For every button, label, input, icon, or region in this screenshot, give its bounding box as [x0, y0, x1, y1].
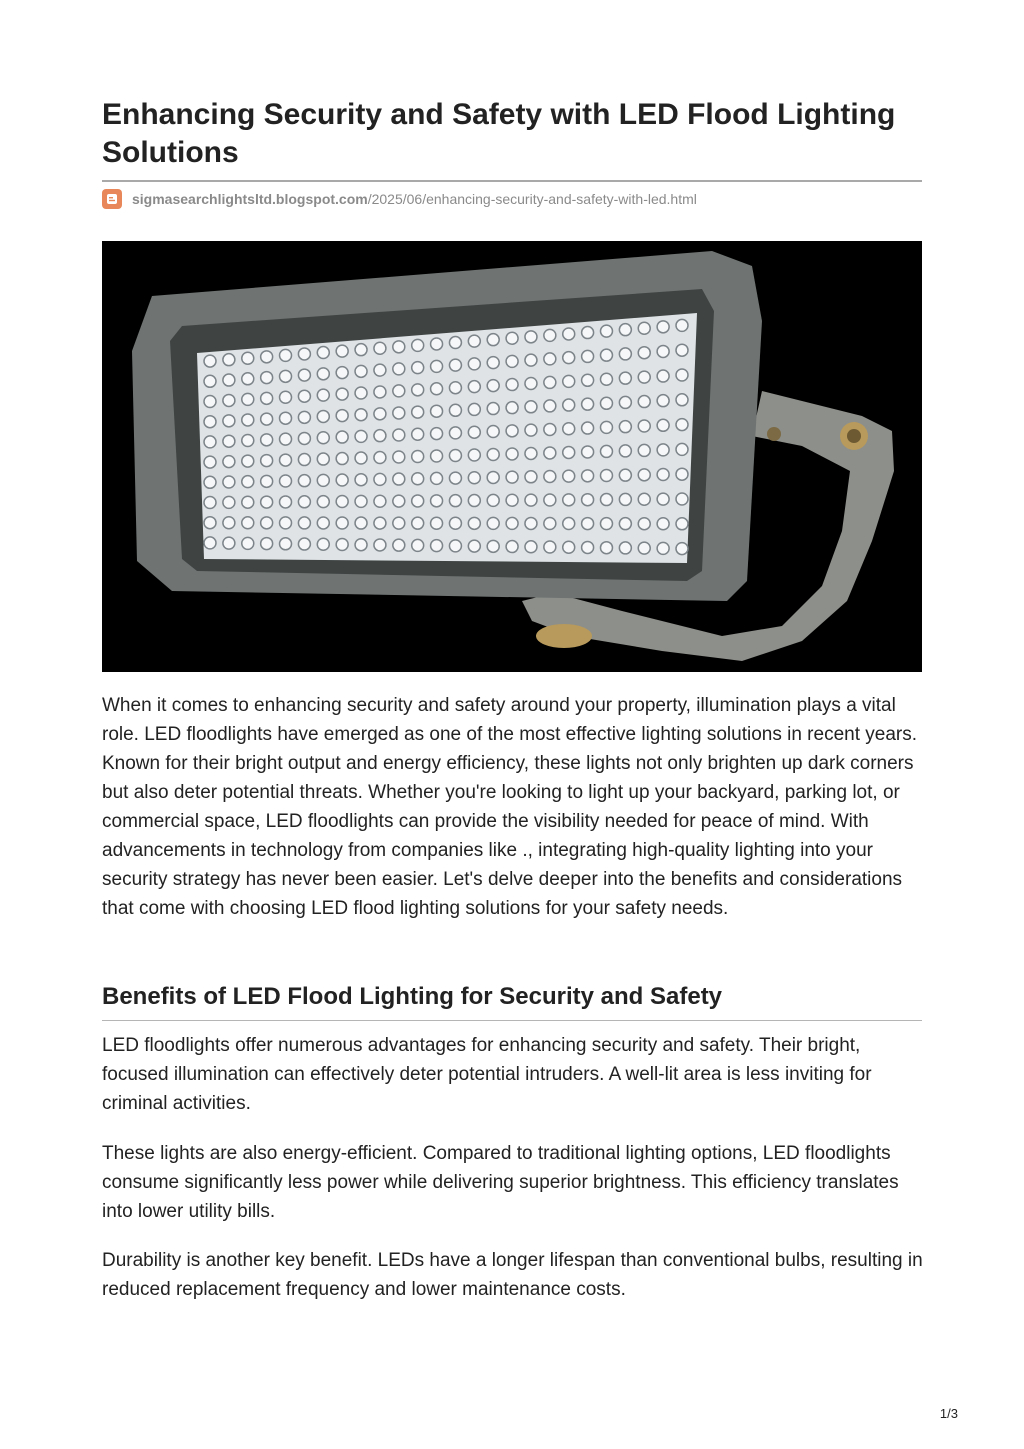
- led-bulb: [619, 396, 631, 408]
- section-paragraph: Durability is another key benefit. LEDs have a longer lifespan than conventional bulbs, resulting in reduced replacement frequency and lower maintenance costs.: [102, 1250, 923, 1300]
- led-bulb: [600, 494, 612, 506]
- led-bulb: [487, 471, 499, 483]
- led-bulb: [449, 540, 461, 552]
- led-bulb: [431, 405, 443, 417]
- led-bulb: [412, 473, 424, 485]
- led-bulb: [600, 469, 612, 481]
- led-bulb: [374, 430, 386, 442]
- led-bulb: [657, 493, 669, 505]
- led-bulb: [676, 319, 688, 331]
- led-bulb: [544, 376, 556, 388]
- led-bulb: [393, 473, 405, 485]
- led-bulb: [242, 435, 254, 447]
- led-bulb: [317, 538, 329, 550]
- led-bulb: [657, 469, 669, 481]
- led-bulb: [582, 541, 594, 553]
- led-bulb: [355, 387, 367, 399]
- led-bulb: [336, 474, 348, 486]
- led-bulb: [506, 332, 518, 344]
- led-bulb: [317, 517, 329, 529]
- led-bulb: [487, 426, 499, 438]
- led-bulb: [298, 390, 310, 402]
- led-bulb: [261, 496, 273, 508]
- led-bulb: [676, 518, 688, 530]
- led-bulb: [544, 470, 556, 482]
- led-bulb: [638, 493, 650, 505]
- led-bulb: [223, 415, 235, 427]
- led-bulb: [261, 372, 273, 384]
- source-link[interactable]: [102, 188, 922, 210]
- led-bulb: [676, 543, 688, 555]
- led-bulb: [638, 469, 650, 481]
- led-bulb: [355, 344, 367, 356]
- led-bulb: [657, 321, 669, 333]
- led-bulb: [242, 393, 254, 405]
- led-bulb: [619, 421, 631, 433]
- led-bulb: [317, 347, 329, 359]
- led-bulb: [242, 496, 254, 508]
- led-bulb: [487, 380, 499, 392]
- led-bulb: [563, 494, 575, 506]
- led-bulb: [468, 358, 480, 370]
- led-bulb: [525, 471, 537, 483]
- led-bulb: [431, 338, 443, 350]
- led-bulb: [261, 392, 273, 404]
- led-bulb: [280, 496, 292, 508]
- led-bulb: [619, 518, 631, 530]
- led-bulb: [582, 494, 594, 506]
- led-bulb: [657, 419, 669, 431]
- led-bulb: [317, 432, 329, 444]
- led-bulb: [393, 363, 405, 375]
- led-bulb: [544, 329, 556, 341]
- led-bulb: [280, 433, 292, 445]
- title-divider: [102, 180, 922, 182]
- led-floodlight-photo: [102, 241, 922, 672]
- led-bulb: [242, 352, 254, 364]
- led-bulb: [487, 357, 499, 369]
- led-bulb: [676, 369, 688, 381]
- led-bulb: [657, 370, 669, 382]
- led-bulb: [676, 493, 688, 505]
- led-bulb: [223, 456, 235, 468]
- led-bulb: [317, 453, 329, 465]
- led-bulb: [468, 472, 480, 484]
- led-bulb: [619, 445, 631, 457]
- led-bulb: [374, 539, 386, 551]
- led-bulb: [487, 403, 499, 415]
- led-bulb: [298, 454, 310, 466]
- led-bulb: [619, 542, 631, 554]
- led-bulb: [600, 542, 612, 554]
- led-bulb: [336, 367, 348, 379]
- led-bulb: [468, 517, 480, 529]
- led-bulb: [204, 456, 216, 468]
- led-bulb: [412, 451, 424, 463]
- led-bulb: [204, 396, 216, 408]
- led-bulb: [582, 422, 594, 434]
- led-bulb: [242, 476, 254, 488]
- led-bulb: [412, 539, 424, 551]
- led-bulb: [393, 517, 405, 529]
- led-bulb: [449, 404, 461, 416]
- led-bulb: [638, 347, 650, 359]
- led-bulb: [261, 413, 273, 425]
- led-bulb: [298, 538, 310, 550]
- hero-image: [102, 241, 922, 672]
- led-bulb: [393, 495, 405, 507]
- led-bulb: [619, 324, 631, 336]
- led-bulb: [280, 349, 292, 361]
- page-number: 1/3: [939, 1406, 958, 1421]
- led-bulb: [449, 337, 461, 349]
- led-bulb: [544, 400, 556, 412]
- led-bulb: [355, 517, 367, 529]
- led-bulb: [638, 518, 650, 530]
- led-bulb: [563, 423, 575, 435]
- led-bulb: [619, 493, 631, 505]
- led-bulb: [317, 474, 329, 486]
- led-bulb: [468, 426, 480, 438]
- led-bulb: [393, 429, 405, 441]
- led-bulb: [449, 449, 461, 461]
- source-domain[interactable]: sigmasearchlightsltd.blogspot.com: [132, 191, 368, 207]
- led-bulb: [204, 436, 216, 448]
- led-bulb: [449, 359, 461, 371]
- led-bulb: [506, 471, 518, 483]
- led-bulb: [506, 379, 518, 391]
- led-bulb: [544, 541, 556, 553]
- led-bulb: [676, 468, 688, 480]
- led-bulb: [412, 362, 424, 374]
- led-bulb: [544, 494, 556, 506]
- page-title: Enhancing Security and Safety with LED Flood Lighting Solutions: [102, 98, 896, 169]
- led-bulb: [336, 431, 348, 443]
- led-bulb: [544, 353, 556, 365]
- led-bulb: [525, 447, 537, 459]
- led-bulb: [525, 354, 537, 366]
- led-bulb: [600, 373, 612, 385]
- led-bulb: [317, 389, 329, 401]
- led-bulb: [676, 443, 688, 455]
- led-bulb: [204, 517, 216, 529]
- led-bulb: [600, 397, 612, 409]
- led-bulb: [280, 412, 292, 424]
- led-bulb: [449, 472, 461, 484]
- led-bulb: [317, 368, 329, 380]
- led-bulb: [431, 383, 443, 395]
- led-bulb: [298, 475, 310, 487]
- led-bulb: [393, 539, 405, 551]
- led-bulb: [336, 453, 348, 465]
- led-bulb: [619, 348, 631, 360]
- led-bulb: [223, 517, 235, 529]
- led-bulb: [544, 517, 556, 529]
- led-bulb: [242, 414, 254, 426]
- led-bulb: [223, 496, 235, 508]
- led-bulb: [431, 517, 443, 529]
- led-bulb: [374, 342, 386, 354]
- led-bulb: [600, 325, 612, 337]
- led-bulb: [374, 517, 386, 529]
- led-bulb: [506, 541, 518, 553]
- section-paragraph: These lights are also energy-efficient. Compared to traditional lighting options, LED floodlights consume significantly less power while delivering superior brightness. This efficiency translates into lower utility bills.: [102, 1143, 899, 1222]
- led-bulb: [431, 360, 443, 372]
- led-bulb: [582, 374, 594, 386]
- led-bulb: [582, 327, 594, 339]
- led-bulb: [242, 537, 254, 549]
- led-bulb: [525, 541, 537, 553]
- led-bulb: [600, 421, 612, 433]
- section-paragraph: LED floodlights offer numerous advantages for enhancing security and safety. Their bright, focused illumination can effectively deter potential intruders. A well-lit area is less inviting for criminal activities.: [102, 1035, 872, 1114]
- led-bulb: [563, 352, 575, 364]
- led-bulb: [676, 344, 688, 356]
- led-bulb: [280, 538, 292, 550]
- led-bulb: [298, 496, 310, 508]
- led-bulb: [355, 495, 367, 507]
- led-bulb: [355, 409, 367, 421]
- led-bulb: [298, 411, 310, 423]
- led-bulb: [468, 449, 480, 461]
- led-bulb: [487, 517, 499, 529]
- led-bulb: [393, 451, 405, 463]
- led-bulb: [336, 345, 348, 357]
- led-bulb: [204, 476, 216, 488]
- led-bulb: [412, 495, 424, 507]
- led-bulb: [506, 425, 518, 437]
- led-bulb: [657, 345, 669, 357]
- led-bulb: [280, 370, 292, 382]
- led-bulb: [412, 339, 424, 351]
- led-bulb: [525, 377, 537, 389]
- led-bulb: [374, 408, 386, 420]
- led-bulb: [449, 517, 461, 529]
- led-bulb: [582, 470, 594, 482]
- led-bulb: [393, 385, 405, 397]
- led-bulb: [638, 542, 650, 554]
- led-bulb: [280, 517, 292, 529]
- blogger-icon: [102, 189, 122, 209]
- led-bulb: [374, 386, 386, 398]
- led-bulb: [563, 328, 575, 340]
- led-bulb: [525, 331, 537, 343]
- led-bulb: [563, 399, 575, 411]
- led-bulb: [242, 373, 254, 385]
- led-bulb: [506, 355, 518, 367]
- led-bulb: [204, 416, 216, 428]
- led-bulb: [261, 434, 273, 446]
- led-bulb: [355, 474, 367, 486]
- led-bulb: [657, 518, 669, 530]
- led-bulb: [336, 388, 348, 400]
- led-bulb: [468, 403, 480, 415]
- source-path[interactable]: /2025/06/enhancing-security-and-safety-with-led.html: [367, 191, 697, 207]
- led-bulb: [393, 341, 405, 353]
- led-bulb: [582, 398, 594, 410]
- led-bulb: [261, 475, 273, 487]
- led-bulb: [412, 406, 424, 418]
- led-bulb: [298, 432, 310, 444]
- led-bulb: [298, 348, 310, 360]
- led-bulb: [204, 355, 216, 367]
- led-bulb: [223, 354, 235, 366]
- led-bulb: [638, 371, 650, 383]
- led-bulb: [374, 364, 386, 376]
- led-bulb: [261, 517, 273, 529]
- led-bulb: [468, 381, 480, 393]
- led-bulb: [487, 448, 499, 460]
- led-bulb: [223, 394, 235, 406]
- led-bulb: [223, 435, 235, 447]
- led-bulb: [468, 540, 480, 552]
- led-bulb: [619, 469, 631, 481]
- led-bulb: [412, 384, 424, 396]
- led-bulb: [298, 369, 310, 381]
- led-bulb: [487, 540, 499, 552]
- led-bulb: [261, 351, 273, 363]
- led-bulb: [355, 430, 367, 442]
- led-bulb: [431, 472, 443, 484]
- led-bulb: [657, 395, 669, 407]
- led-bulb: [487, 334, 499, 346]
- led-bulb: [582, 446, 594, 458]
- led-bulb: [223, 537, 235, 549]
- led-bulb: [525, 424, 537, 436]
- led-bulb: [487, 494, 499, 506]
- led-bulb: [336, 538, 348, 550]
- led-bulb: [204, 537, 216, 549]
- led-bulb: [204, 497, 216, 509]
- led-bulb: [242, 455, 254, 467]
- led-bulb: [638, 396, 650, 408]
- led-bulb: [280, 454, 292, 466]
- led-bulb: [412, 517, 424, 529]
- led-bulb: [223, 374, 235, 386]
- led-bulb: [374, 495, 386, 507]
- led-bulb: [431, 540, 443, 552]
- led-bulb: [431, 495, 443, 507]
- led-bulb: [506, 517, 518, 529]
- led-bulb: [355, 452, 367, 464]
- led-bulb: [280, 391, 292, 403]
- led-bulb: [336, 410, 348, 422]
- led-bulb: [374, 473, 386, 485]
- led-bulb: [525, 494, 537, 506]
- led-bulb: [393, 407, 405, 419]
- led-bulb: [317, 410, 329, 422]
- led-bulb: [261, 455, 273, 467]
- led-bulb: [619, 372, 631, 384]
- led-bulb: [449, 382, 461, 394]
- led-bulb: [355, 539, 367, 551]
- led-bulb: [449, 495, 461, 507]
- led-bulb: [317, 496, 329, 508]
- led-bulb: [431, 428, 443, 440]
- led-bulb: [657, 444, 669, 456]
- led-bulb: [431, 450, 443, 462]
- led-bulb: [336, 496, 348, 508]
- led-bulb: [280, 475, 292, 487]
- led-bulb: [600, 518, 612, 530]
- led-bulb: [355, 365, 367, 377]
- led-bulb: [449, 427, 461, 439]
- led-bulb: [525, 401, 537, 413]
- led-bulb: [657, 542, 669, 554]
- led-bulb: [223, 476, 235, 488]
- section-divider: [102, 1020, 922, 1021]
- led-bulb: [544, 423, 556, 435]
- led-bulb: [336, 517, 348, 529]
- led-bulb: [563, 470, 575, 482]
- led-bulb: [600, 349, 612, 361]
- led-bulb: [468, 495, 480, 507]
- led-bulb: [563, 446, 575, 458]
- led-bulb: [563, 541, 575, 553]
- led-bulb: [412, 428, 424, 440]
- led-bulb: [582, 518, 594, 530]
- led-bulb: [638, 444, 650, 456]
- led-bulb: [298, 517, 310, 529]
- section-heading: Benefits of LED Flood Lighting for Security and Safety: [102, 983, 723, 1010]
- led-bulb: [525, 517, 537, 529]
- led-bulb: [204, 375, 216, 387]
- led-bulb: [582, 350, 594, 362]
- led-bulb: [506, 402, 518, 414]
- led-bulb: [563, 375, 575, 387]
- led-bulb: [544, 447, 556, 459]
- led-bulb: [506, 448, 518, 460]
- led-bulb: [468, 335, 480, 347]
- led-bulb: [506, 494, 518, 506]
- led-bulb: [676, 419, 688, 431]
- led-bulb: [600, 445, 612, 457]
- led-bulb: [261, 538, 273, 550]
- led-bulb: [676, 394, 688, 406]
- led-bulb: [563, 518, 575, 530]
- led-bulb: [638, 322, 650, 334]
- intro-paragraph: When it comes to enhancing security and safety around your property, illumination plays a vital role. LED floodlights have emerged as one of the most effective lighting solutions in recent years. Known for their bright output and energy efficiency, these lights not only brighten up dark corners but also deter potential threats. Whether you're looking to light up your backyard, parking lot, or commercial space, LED floodlights can provide the visibility needed for peace of mind. With advancements in technology from companies like ., integrating high-quality lighting into your security strategy has never been easier. Let's delve deeper into the benefits and considerations that come with choosing LED flood lighting solutions for your safety needs.: [102, 695, 917, 919]
- led-bulb: [638, 420, 650, 432]
- led-bulb: [374, 452, 386, 464]
- led-bulb: [242, 517, 254, 529]
